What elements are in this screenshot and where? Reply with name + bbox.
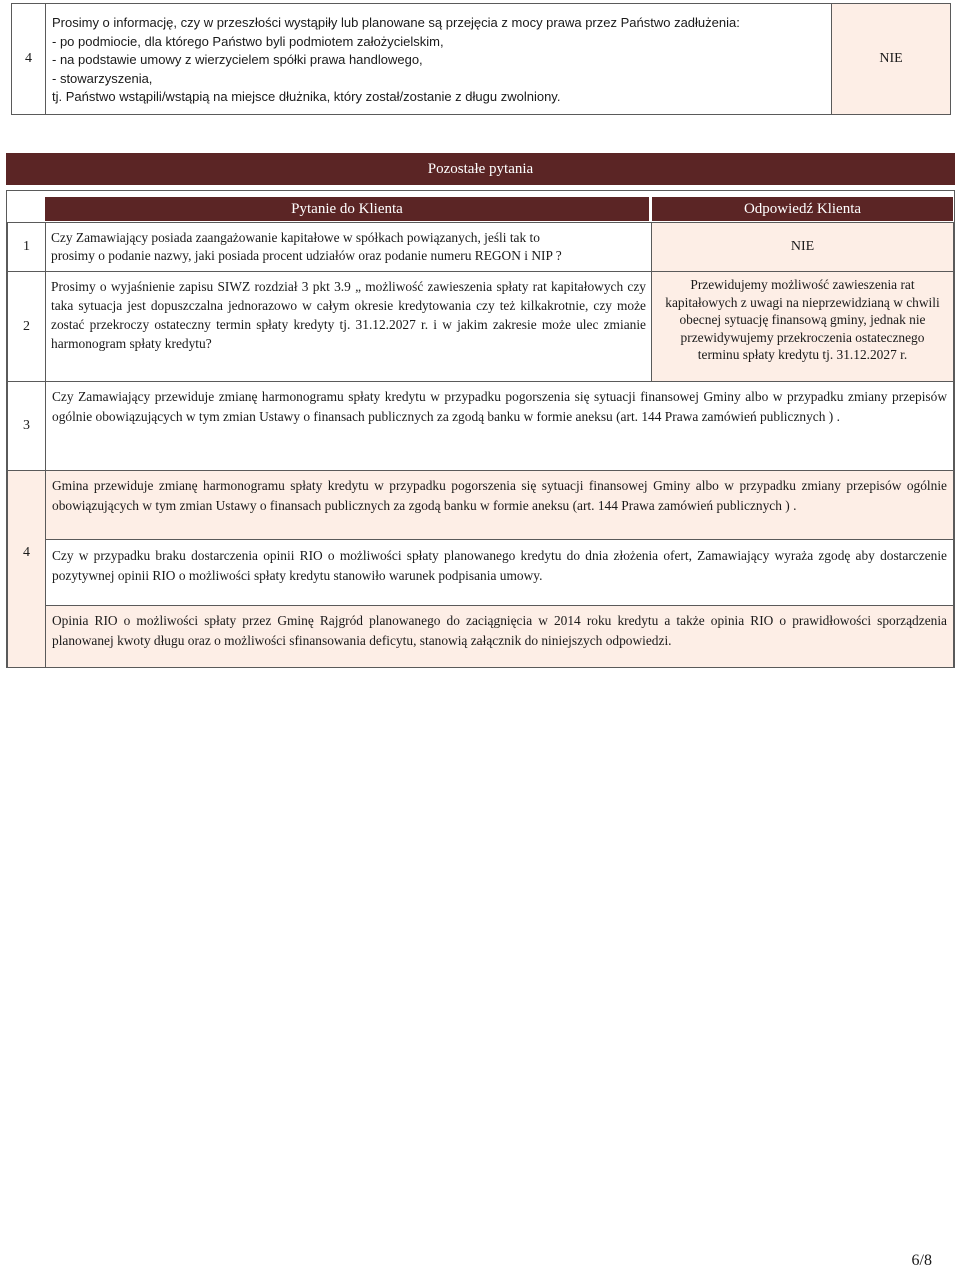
column-header-question: Pytanie do Klienta: [45, 197, 649, 221]
top-row-answer: NIE: [831, 3, 951, 115]
page-number: 6/8: [911, 1252, 932, 1269]
row-question-line: Czy Zamawiający posiada zaangażowanie kapitałowe w spółkach powiązanych, jeśli tak to: [51, 230, 540, 245]
row-answer: NIE: [651, 222, 954, 272]
top-row-question-line: - po podmiocie, dla którego Państwo byli podmiotem założycielskim,: [52, 33, 444, 49]
row-answer: Przewidujemy możliwość zawieszenia rat kapitałowych z uwagi na nieprzewidzianą w chwili obecnej sytuację finansową gminy, jednak nie przewidywujemy przekroczenia ostatecznego terminu spłaty kredytu tj. 31.12.2027 r.: [651, 271, 954, 382]
answer-number-column: [7, 470, 46, 668]
row-number: 2: [7, 271, 46, 382]
top-row-question-line: tj. Państwo wstąpili/wstąpią na miejsce dłużnika, który został/zostanie z długu zwolniony.: [52, 89, 561, 105]
row-question-line: prosimy o podanie nazwy, jaki posiada procent udziałów oraz podanie numeru REGON i NIP ?: [51, 248, 562, 263]
row-answer: Opinia RIO o możliwości spłaty przez Gminę Rajgród planowanego do zaciągnięcia w 2014 roku kredytu a także opinia RIO o prawidłowości sporządzenia planowanej kwoty długu oraz o możliwości sfinansowania deficytu, stanowią załącznik do niniejszych odpowiedzi.: [45, 605, 954, 668]
row-question: Czy w przypadku braku dostarczenia opinii RIO o możliwości spłaty planowanego kredytu do dnia złożenia ofert, Zamawiający wyraża zgodę aby dostarczenie pozytywnej opinii RIO o możliwości spłaty kredytu stanowiło warunek podpisania umowy.: [45, 539, 954, 606]
row-number: 1: [7, 222, 46, 272]
column-header-answer: Odpowiedź Klienta: [652, 197, 953, 221]
top-row-question: [45, 3, 832, 115]
row-question: Czy Zamawiający przewiduje zmianę harmonogramu spłaty kredytu w przypadku pogorszenia się sytuacji finansowej Gminy albo w przypadku zmiany przepisów ogólnie obowiązujących w tym zmian Ustawy o finansach publicznych za zgodą banku w formie aneksu (art. 144 Prawa zamówień publicznych ) .: [45, 381, 954, 471]
section-title: Pozostałe pytania: [6, 153, 955, 185]
row-answer: Gmina przewiduje zmianę harmonogramu spłaty kredytu w przypadku pogorszenia się sytuacji finansowej Gminy albo w przypadku zmiany przepisów ogólnie obowiązujących w tym zmian Ustawy o finansach publicznych za zgodą banku w formie aneksu (art. 144 Prawa zamówień publicznych ) .: [45, 470, 954, 540]
top-row-question-line: Prosimy o informację, czy w przeszłości wystąpiły lub planowane są przejęcia z mocy prawa przez Państwo zadłużenia:: [52, 15, 740, 30]
row-question: [45, 222, 652, 272]
top-row-question-line: - na podstawie umowy z wierzycielem spółki prawa handlowego,: [52, 52, 423, 68]
row-question: Prosimy o wyjaśnienie zapisu SIWZ rozdział 3 pkt 3.9 „ możliwość zawieszenia spłaty rat kapitałowych czy taka sytuacja jest dopuszczalna jednorazowo w całym okresie kredytowania czy też kilkakrotnie, czy może zostać przekroczy ostateczny termin spłaty kredyty tj. 31.12.2027 r. i w jakim zakresie może ulec zmianie harmonogram spłaty kredytu?: [45, 271, 652, 382]
row-number: 3: [7, 381, 46, 471]
top-row-number: 4: [11, 3, 46, 115]
top-row-question-line: - stowarzyszenia,: [52, 70, 153, 86]
row-number: 4: [23, 545, 30, 560]
